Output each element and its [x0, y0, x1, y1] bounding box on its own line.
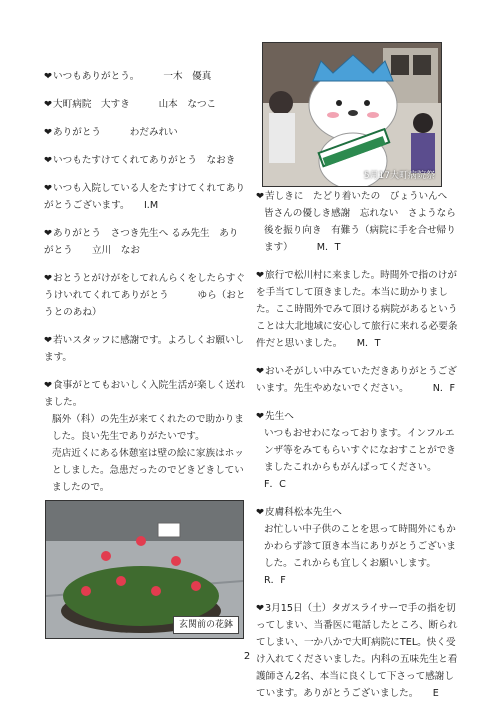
message-indent-text: 売店近くにある休憩室は壁の絵に家族はホッとしました。急患だったのでどきどきしていましたので。: [52, 448, 244, 493]
heart-icon: ❤: [44, 380, 53, 391]
heart-icon: ❤: [44, 273, 53, 284]
message-indent-text: お忙しい中子供のことを思って時間外にもかかわらず診て頂き本当にありがとうございました。これからも宜しくお願いします。 R．F: [264, 524, 460, 586]
heart-icon: ❤: [256, 270, 265, 281]
message-text: 若いスタッフに感謝です。よろしくお願いします。: [44, 335, 245, 363]
message-item: [44, 96, 246, 113]
message-text: 食事がとてもおいしく入院生活が楽しく送れました。: [44, 380, 245, 408]
heart-icon: ❤: [256, 191, 265, 202]
heart-icon: ❤: [44, 127, 53, 138]
message-text: 3月15日（土）タガスライサーで手の指を切ってしまい、当番医に電話したところ、断られてしまい、一か八かで大町病院にTEL。快く受け入れてくださいました。内科の五味先生と看護師さん2名、本当に良くして下さって感謝しています。ありがとうございました。 E: [256, 603, 458, 699]
message-item: [44, 180, 246, 214]
flower-pot-caption: 玄関前の花鉢: [173, 616, 239, 634]
message-text: いつもありがとう。 一木 優真: [53, 71, 212, 82]
festival-photo: [262, 42, 442, 187]
message-text: おいそがしい中みていただきありがとうございます。先生やめないでください。 N．F: [256, 366, 457, 394]
right-column: [256, 188, 458, 713]
message-item: [44, 124, 246, 141]
message-item: [44, 68, 246, 85]
message-item: [256, 188, 458, 256]
message-text: 旅行で松川村に来ました。時間外で指のけがを手当てして頂きました。本当に助かりました。ここ時間外でみて頂ける病院があるということは大北地域に安心して旅行に来れる必要条件だと思いました。 M．T: [256, 270, 458, 349]
heart-icon: ❤: [44, 183, 53, 194]
page-number: 2: [243, 651, 251, 662]
flower-pot-photo: [45, 500, 244, 639]
message-text: ありがとう さつき先生へ るみ先生 ありがとう 立川 なお: [44, 228, 239, 256]
message-text: いつも入院している人をたすけてくれてありがとうございます。 I.M: [44, 183, 245, 211]
message-item: [256, 408, 458, 493]
heart-icon: ❤: [256, 366, 265, 377]
message-item: [44, 152, 246, 169]
message-text: 先生へ: [265, 411, 294, 422]
message-text: 大町病院 大すき 山本 なつこ: [53, 99, 217, 110]
message-item: [44, 332, 246, 366]
message-item: [256, 363, 458, 397]
message-item: [44, 225, 246, 259]
heart-icon: ❤: [256, 507, 265, 518]
message-text: 苦しきに たどり着いたの びょういんへ: [265, 191, 448, 202]
mascot-photo-illustration: [263, 43, 441, 186]
message-indent-text: 皆さんの優しき感謝 忘れない さようなら後を振り向き 有難う（病院に手を合せ帰ります） M．T: [264, 208, 456, 253]
heart-icon: ❤: [44, 71, 53, 82]
left-column: [44, 68, 246, 507]
heart-icon: ❤: [44, 99, 53, 110]
heart-icon: ❤: [44, 228, 53, 239]
message-item: [256, 504, 458, 589]
message-indent-text: いつもおせわになっております。インフルエンザ等をみてもらいすぐになおすことができましたこれからもがんばってください。 F．C: [264, 428, 456, 490]
message-item: [44, 377, 246, 496]
message-item: [44, 270, 246, 321]
message-text: ありがとう わだみれい: [53, 127, 178, 138]
message-text: おとうとがけがをしてれんらくをしたらすぐうけいれてくれてありがとう ゆら（おとうとのあね）: [44, 273, 246, 318]
message-text: 皮膚科松本先生へ: [265, 507, 342, 518]
festival-photo-caption: 5月17大町病院祭: [363, 171, 435, 181]
message-item: [256, 267, 458, 352]
message-indent-text: 脳外（科）の先生が来てくれたので助かりました。良い先生でありがたいです。: [52, 414, 244, 442]
heart-icon: ❤: [44, 335, 53, 346]
heart-icon: ❤: [256, 411, 265, 422]
heart-icon: ❤: [256, 603, 265, 614]
message-text: いつもたすけてくれてありがとう なおき: [53, 155, 236, 166]
heart-icon: ❤: [44, 155, 53, 166]
